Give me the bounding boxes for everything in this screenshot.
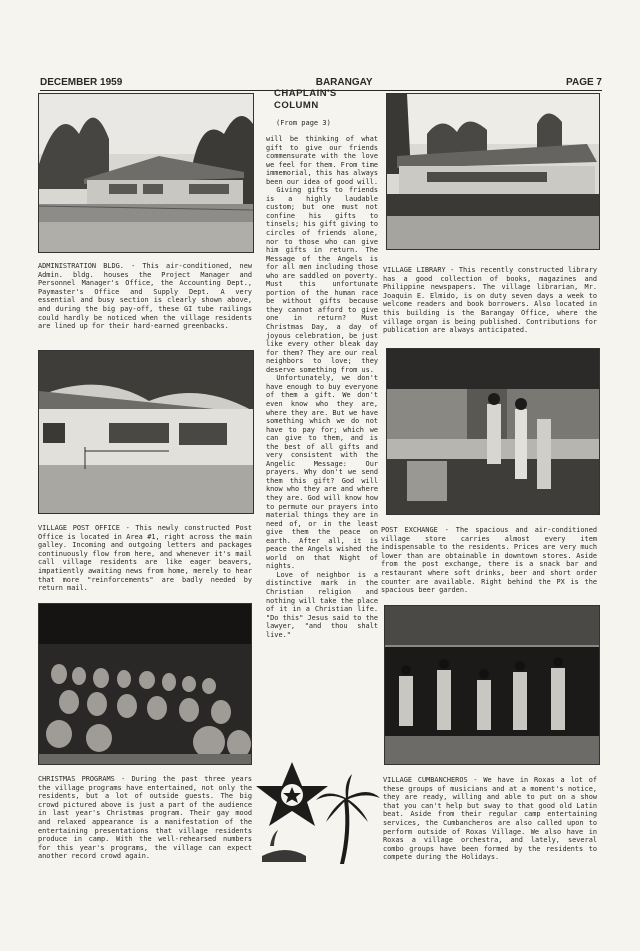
column-title xyxy=(268,88,376,112)
column-continuation-note: (From page 3) xyxy=(276,119,331,127)
column-title-line2: COLUMN xyxy=(274,100,319,111)
column-paragraph: will be thinking of what gift to give our friends commensurate with the love we feel for them. From time immemorial, this has always been our idea of good will. xyxy=(266,135,379,186)
issue-date: DECEMBER 1959 xyxy=(40,77,123,88)
caption-village-cumbancheros: VILLAGE CUMBANCHEROS - We have in Roxas a lot of these groups of musicians and at a moment's notice, they are ready, willing and able to put on a show that you can't help but sway to that good old Latin beat. Aside from their regular camp entertaining services, the Cumbancheros are also called upon to perform outside of Roxas Village. We also have in Roxas a village orchestra, and lately, several combo groups have been formed by the residents to compete during the Holidays. xyxy=(383,776,597,862)
caption-post-office: VILLAGE POST OFFICE - This newly constructed Post Office is located in Area #1, right across the main galley. Incoming and outgoing letters and packages continuously flow from here, and whenever it's mail call village residents are like eager beavers, impatiently awaiting news from home, merely to hear that more "reinforcements" are badly needed by return mail. xyxy=(38,524,252,593)
caption-village-library: VILLAGE LIBRARY - This recently constructed library has a good collection of books, magazines and Philippine newspapers. The village librarian, Mr. Joaquin E. Elmido, is on duty seven days a week to welcome readers and book borrowers. Also located in this building is the Barangay Office, where the village organ is being published. Contributions for publication are always anticipated. xyxy=(383,266,597,335)
star-palm-emblem xyxy=(256,760,384,870)
column-paragraph: Love of neighbor is a distinctive mark in the Christian religion and nothing will take the place of it in a Christian life. "Do this" Jesus said to the lawyer, "and thou shalt live." xyxy=(266,570,379,639)
page-number: PAGE 7 xyxy=(566,77,602,88)
column-paragraph: Giving gifts to friends is a highly laudable custom; but one must not confine his gifts to tinsels; his gift giving to circles of friends alone, nor to those who can give him gifts in return. The Message of the Angels is for all men including those who are saddled on poverty. Must this unfortunate portion of the human race be without gifts because they cannot afford to give one in return? Must Christmas Day, a day of joyous celebration, be just like every other bleak day for them? They are our real neighbors to love; they deserve something from us. xyxy=(266,186,379,374)
photo-christmas-programs xyxy=(38,603,252,765)
photo-village-library xyxy=(386,93,600,250)
caption-christmas-programs: CHRISTMAS PROGRAMS - During the past three years the village programs have entertained, not only the residents, but a lot of outside guests. The big crowd pictured above is just a part of the audience in last year's Christmas program. Their gay mood and relaxed appearance is a manifestation of the entertaining presentations that village residents produce in camp. With the well-rehearsed numbers for this year's programs, the village can expect another record crowd again. xyxy=(38,775,252,861)
photo-post-office xyxy=(38,350,254,514)
column-body xyxy=(266,135,378,639)
photo-post-exchange xyxy=(386,348,600,515)
column-paragraph: Unfortunately, we don't have enough to buy everyone of them a gift. We don't even know who they are, where they are. But we have something which we do not have to pay for; which we can give to them, and is the best of all gifts and very consistent with the Angelic Message: Our prayers. Why don't we send them this gift? God will know who they are and where they are. God will know how to permute our prayers into material things they are in need of, or in the least give them the peace on earth. After all, it is peace the Angels wished the world on that Night of nights. xyxy=(266,374,379,571)
caption-administration-building: ADMINISTRATION BLDG. - This air-conditioned, new Admin. bldg. houses the Project Manager and Personnel Manager's Office, the Accounting Dept., Paymaster's Office and Supply Dept. A very essential and busy section is clearly shown above, and during the big pay-off, these GI tube railings could hardly be noticed when the village residents are lined up for their hard-earned greenbacks. xyxy=(38,262,252,331)
column-title-line1: CHAPLAIN'S xyxy=(274,88,337,99)
caption-post-exchange: POST EXCHANGE - The spacious and air-conditioned village store carries almost every item indispensable to the residents. Prices are very much lower than are obtainable in downtown stores. Aside from the post exchange, there is a snack bar and restaurant where soft drinks, beer and short order counter are available. Right behind the PX is the spacious beer garden. xyxy=(381,526,597,595)
publication-title: BARANGAY xyxy=(315,77,373,88)
photo-administration-building xyxy=(38,93,254,253)
photo-village-cumbancheros xyxy=(384,605,600,765)
